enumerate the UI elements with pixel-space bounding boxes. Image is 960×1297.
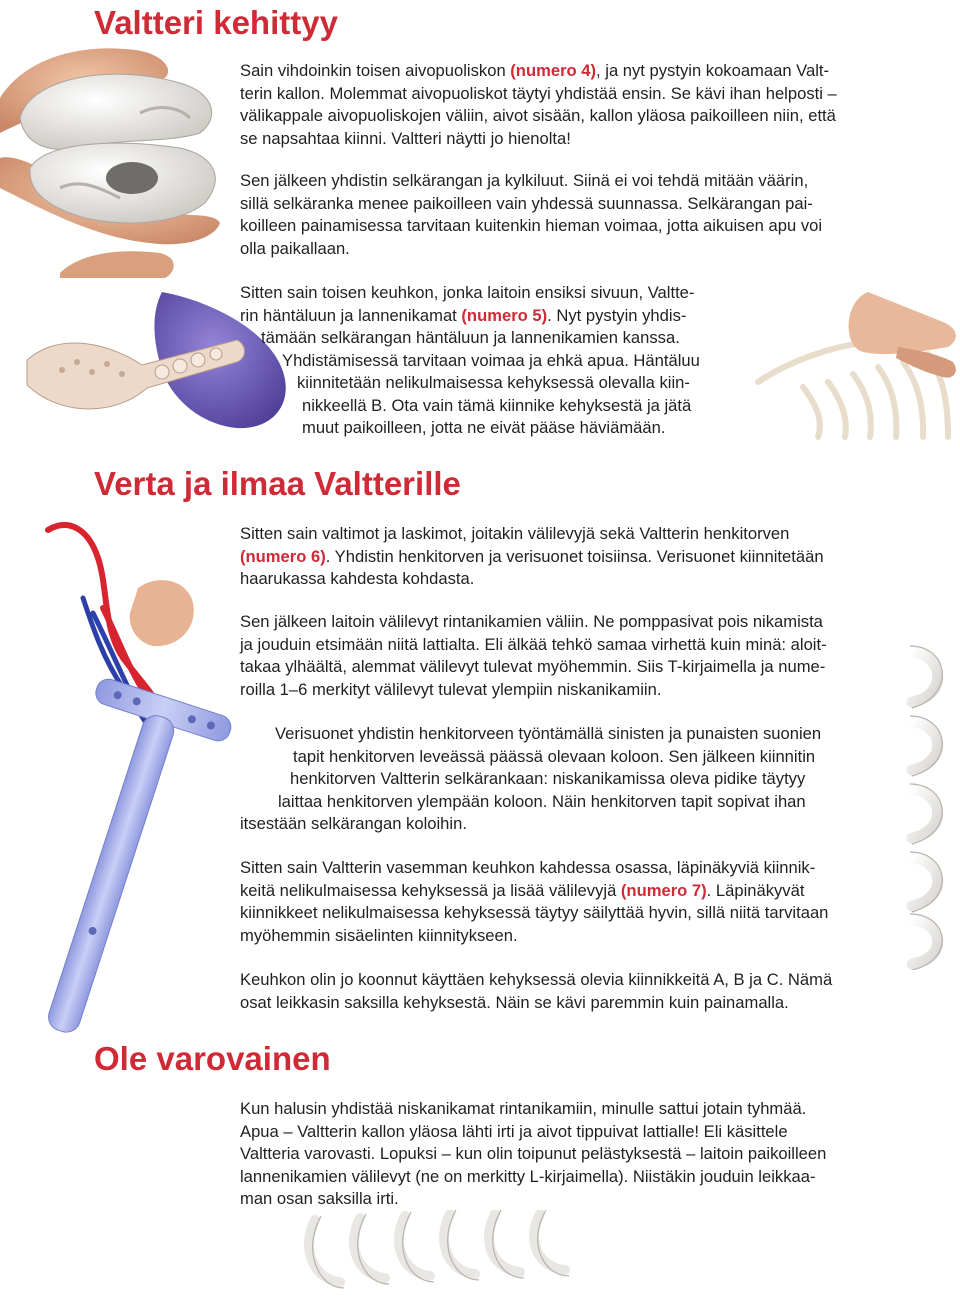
section-title-verta-ja-ilmaa: Verta ja ilmaa Valtterille [94, 465, 461, 502]
text-line: Sen jälkeen yhdistin selkärangan ja kylkiluut. Siinä ei voi tehdä mitään väärin, [240, 171, 809, 190]
text-line: itsestään selkärangan koloihin. [240, 814, 467, 833]
text-line: olla paikallaan. [240, 238, 350, 258]
text-line: Apua – Valtterin kallon yläosa lähti irti ja aivot tippuivat lattialle! Eli käsittele [240, 1121, 788, 1141]
paragraph-connect-vessels [0, 723, 960, 836]
text-line: Sen jälkeen laitoin välilevyt rintanikamien väliin. Ne pomppasivat pois nikamista [240, 612, 823, 631]
section-title-valtteri-kehittyy: Valtteri kehittyy [94, 4, 338, 41]
text-line: man osan saksilla irti. [240, 1189, 399, 1208]
text-line: lannenikamien välilevyt (ne on merkitty L-kirjaimella). Niistäkin jouduin leikkaa- [240, 1166, 816, 1186]
paragraph-vessels-trachea [240, 523, 824, 591]
text-line: tämään selkärangan häntäluun ja lannenikamien kanssa. [261, 328, 680, 347]
part-number-highlight: (numero 6) [240, 546, 326, 566]
text-line: kiinnitetään nelikulmaisessa kehyksessä olevalla kiin- [297, 373, 690, 392]
text-line: roilla 1–6 merkityt välilevyt tulevat ylempiin niskanikamiin. [240, 679, 662, 699]
paragraph-lung-assembly [240, 969, 832, 1014]
text-line: osat leikkasin saksilla kehyksestä. Näin se kävi paremmin kuin painamalla. [240, 992, 789, 1012]
text-run: . Yhdistin henkitorven ja verisuonet toisiinsa. Verisuonet kiinnitetään [325, 546, 824, 566]
text-line: haarukassa kahdesta kohdasta. [240, 569, 475, 588]
paragraph-spine-ribs [240, 170, 822, 260]
text-line: takaa ylhäältä, alemmat välilevyt tulevat myöhemmin. Siis T-kirjaimella ja nume- [240, 657, 826, 676]
text-run: Sain vihdoinkin toisen aivopuoliskon [240, 61, 511, 80]
part-number-highlight: (numero 5) [461, 305, 548, 325]
text-line: Yhdistämisessä tarvitaan voimaa ja ehkä apua. Häntäluu [282, 350, 700, 370]
text-line: henkitorven Valtterin selkärankaan: niskanikamissa oleva pidike täytyy [290, 769, 806, 788]
text-run: keitä nelikulmaisessa kehyksessä ja lisää välilevyjä [240, 880, 621, 900]
text-line: Sitten sain toisen keuhkon, jonka laitoin ensiksi sivuun, Valtte- [240, 283, 695, 302]
text-line: myöhemmin sisäelinten kiinnitykseen. [240, 925, 518, 945]
text-line: nikkeellä B. Ota vain tämä kiinnike kehyksestä ja jätä [302, 395, 692, 415]
text-line: se napsahtaa kiinni. Valtteri näytti jo hienolta! [240, 128, 571, 148]
vertebral-discs-row-illustration [300, 1210, 620, 1290]
text-line: Kun halusin yhdistää niskanikamat rintanikamiin, minulle sattui jotain tyhmää. [240, 1099, 807, 1118]
paragraph-discs [240, 611, 827, 701]
text-run: . Läpinäkyvät [706, 880, 805, 900]
text-line: kiinnikkeet nelikulmaisessa kehyksessä täytyy säilyttää hyvin, sillä niitä tarvitaan [240, 903, 829, 922]
text-line: terin kallon. Molemmat aivopuoliskot täytyi yhdistää ensin. Se kävi ihan helposti – [240, 83, 837, 103]
text-run: rin häntäluun ja lannenikamat [240, 305, 462, 325]
text-line: tapit henkitorven leveässä päässä olevaan koloon. Sen jälkeen kiinnitin [293, 746, 816, 766]
text-line: Keuhkon olin jo koonnut käyttäen kehyksessä olevia kiinnikkeitä A, B ja C. Nämä [240, 970, 833, 989]
paragraph-be-careful [240, 1098, 826, 1211]
skull-hands-illustration [0, 38, 235, 278]
text-line: Verisuonet yhdistin henkitorveen työntämällä sinisten ja punaisten suonien [275, 724, 822, 743]
text-line: Sitten sain Valtterin vasemman keuhkon kahdessa osassa, läpinäkyviä kiinnik- [240, 858, 816, 877]
text-line: ja jouduin etsimään niitä lattialta. Eli älkää tehkö samaa virhettä kuin minä: aloit- [240, 634, 827, 654]
paragraph-tailbone [0, 282, 960, 440]
text-line: koilleen painamisessa tarvitaan kuitenkin hieman voimaa, jotta aikuisen apu voi [240, 216, 823, 235]
text-line: sillä selkäranka menee paikoilleen vain yhdessä suunnassa. Selkärangan pai- [240, 193, 813, 213]
section-title-ole-varovainen: Ole varovainen [94, 1040, 331, 1077]
text-line: Sitten sain valtimot ja laskimot, joitakin välilevyjä sekä Valtterin henkitorven [240, 524, 790, 543]
text-run: . Nyt pystyin yhdis- [547, 305, 687, 325]
text-line: muut paikoilleen, jotta ne eivät pääse häviämään. [302, 418, 666, 437]
text-line: Valtteria varovasti. Lopuksi – kun olin toipunut pelästyksestä – laitoin paikoilleen [240, 1144, 827, 1163]
text-run: , ja nyt pystyin kokoamaan Valt- [596, 61, 830, 80]
text-line: välikappale aivopuoliskojen väliin, aivot sisään, kallon yläosa paikoilleen niin, että [240, 106, 836, 125]
paragraph-brain-halves [240, 60, 837, 150]
part-number-highlight: (numero 7) [620, 880, 707, 900]
text-line: laittaa henkitorven ylempään koloon. Näin henkitorven tapit sopivat ihan [278, 791, 806, 811]
part-number-highlight: (numero 4) [510, 61, 597, 80]
paragraph-left-lung [240, 857, 828, 947]
